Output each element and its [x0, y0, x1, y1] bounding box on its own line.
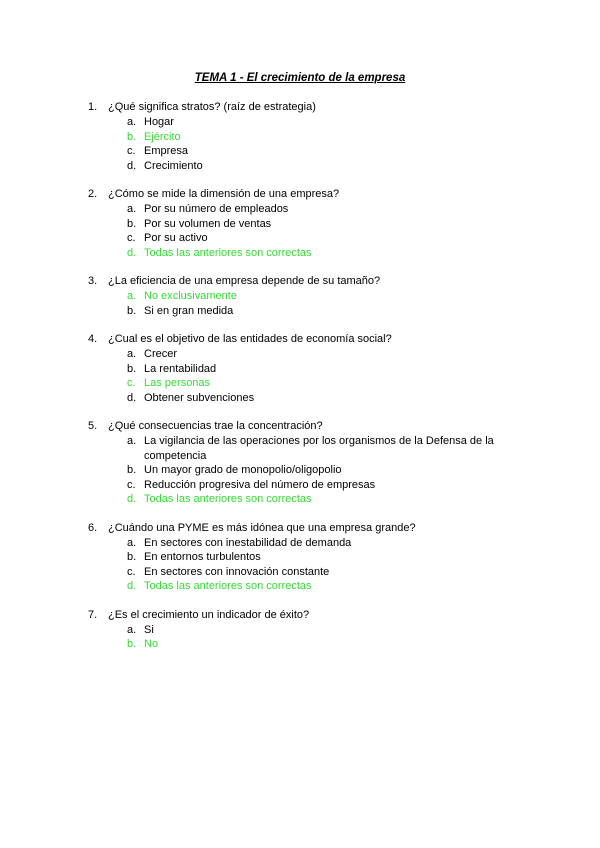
option-text: La rentabilidad	[144, 362, 217, 375]
answer-option	[0, 565, 600, 580]
option-letter: b.	[127, 362, 137, 375]
correct-answer-option	[0, 579, 600, 594]
question-number: 1.	[88, 101, 98, 113]
option-text: Si	[144, 623, 154, 636]
answer-option	[0, 304, 600, 319]
option-letter: d.	[127, 246, 137, 259]
answer-option	[0, 231, 600, 246]
answer-option	[0, 536, 600, 551]
question-number: 3.	[88, 275, 98, 287]
option-text: Reducción progresiva del número de empresas	[144, 478, 376, 491]
option-letter: c.	[127, 232, 136, 244]
document-title: TEMA 1 - El crecimiento de la empresa	[194, 72, 406, 84]
option-text: Crecimiento	[144, 159, 203, 172]
option-letter: b.	[127, 217, 137, 230]
option-text: Empresa	[144, 145, 189, 157]
option-letter: a.	[127, 623, 137, 636]
answer-option	[0, 202, 600, 217]
option-letter: a.	[127, 290, 137, 302]
option-letter: a.	[127, 536, 137, 549]
option-letter: d.	[127, 159, 137, 172]
question-5	[0, 419, 600, 507]
question-text: ¿La eficiencia de una empresa depende de su tamaño?	[108, 275, 381, 287]
option-letter: c.	[127, 377, 136, 389]
question-line	[0, 187, 600, 202]
option-text: Ejército	[144, 130, 181, 143]
option-text: Hogar	[144, 116, 174, 128]
question-number: 6.	[88, 521, 98, 534]
answer-option	[0, 463, 600, 478]
question-number: 2.	[88, 188, 98, 200]
question-line	[0, 100, 600, 115]
answer-option	[0, 478, 600, 493]
option-text: Por su activo	[144, 232, 208, 244]
option-text: Todas las anteriores son correctas	[144, 580, 312, 592]
answer-option	[0, 144, 600, 159]
answer-option	[0, 362, 600, 377]
option-letter: a.	[127, 348, 137, 360]
option-text: Por su número de empleados	[144, 203, 289, 215]
option-letter: d.	[127, 391, 137, 404]
option-text: Obtener subvenciones	[144, 391, 255, 404]
option-text: En entornos turbulentos	[144, 551, 261, 563]
question-line	[0, 521, 600, 536]
option-text: Crecer	[144, 348, 178, 360]
answer-option	[0, 550, 600, 565]
correct-answer-option	[0, 637, 600, 652]
question-text: ¿Qué consecuencias trae la concentración?	[108, 420, 323, 432]
question-line	[0, 332, 600, 347]
question-2	[0, 187, 600, 260]
option-text: No	[144, 638, 159, 650]
answer-option	[0, 434, 600, 463]
option-letter: b.	[127, 304, 137, 317]
option-letter: a.	[127, 435, 137, 447]
question-line	[0, 608, 600, 623]
option-letter: a.	[127, 116, 137, 128]
correct-answer-option	[0, 376, 600, 391]
option-letter: d.	[127, 580, 137, 592]
option-text: Las personas	[144, 377, 211, 389]
question-number: 4.	[88, 333, 98, 345]
option-text: En sectores con innovación constante	[144, 565, 330, 578]
option-letter: c.	[127, 478, 136, 491]
option-letter: a.	[127, 203, 137, 215]
option-letter: b.	[127, 638, 137, 650]
correct-answer-option	[0, 130, 600, 145]
question-list	[0, 100, 600, 666]
question-7	[0, 608, 600, 652]
option-letter: b.	[127, 130, 137, 143]
answer-option	[0, 159, 600, 174]
answer-option	[0, 391, 600, 406]
question-text: ¿Qué significa stratos? (raíz de estrategia)	[108, 101, 316, 113]
option-letter: d.	[127, 493, 137, 505]
option-text: Si en gran medida	[144, 304, 234, 317]
correct-answer-option	[0, 289, 600, 304]
answer-option	[0, 217, 600, 232]
question-1	[0, 100, 600, 173]
question-text: ¿Cómo se mide la dimensión de una empresa?	[108, 188, 340, 200]
option-text: La vigilancia de las operaciones por los organismos de la Defensa de la competencia	[144, 435, 494, 462]
question-line	[0, 419, 600, 434]
option-letter: b.	[127, 464, 137, 476]
option-letter: c.	[127, 565, 136, 578]
option-text: Un mayor grado de monopolio/oligopolio	[144, 464, 342, 476]
option-text: No exclusivamente	[144, 290, 237, 302]
question-4	[0, 332, 600, 405]
answer-option	[0, 347, 600, 362]
correct-answer-option	[0, 246, 600, 261]
option-text: Todas las anteriores son correctas	[144, 493, 312, 505]
option-letter: b.	[127, 551, 137, 563]
option-letter: c.	[127, 145, 136, 157]
question-3	[0, 274, 600, 318]
answer-option	[0, 623, 600, 638]
question-number: 5.	[88, 420, 98, 432]
question-6	[0, 521, 600, 594]
question-line	[0, 274, 600, 289]
option-text: Todas las anteriores son correctas	[144, 246, 312, 259]
correct-answer-option	[0, 492, 600, 507]
question-text: ¿Cual es el objetivo de las entidades de economía social?	[108, 333, 392, 345]
question-number: 7.	[88, 608, 98, 621]
option-text: En sectores con inestabilidad de demanda	[144, 536, 352, 549]
question-text: ¿Cuándo una PYME es más idónea que una empresa grande?	[108, 521, 416, 534]
answer-option	[0, 115, 600, 130]
option-text: Por su volumen de ventas	[144, 217, 272, 230]
question-text: ¿Es el crecimiento un indicador de éxito?	[108, 608, 310, 621]
